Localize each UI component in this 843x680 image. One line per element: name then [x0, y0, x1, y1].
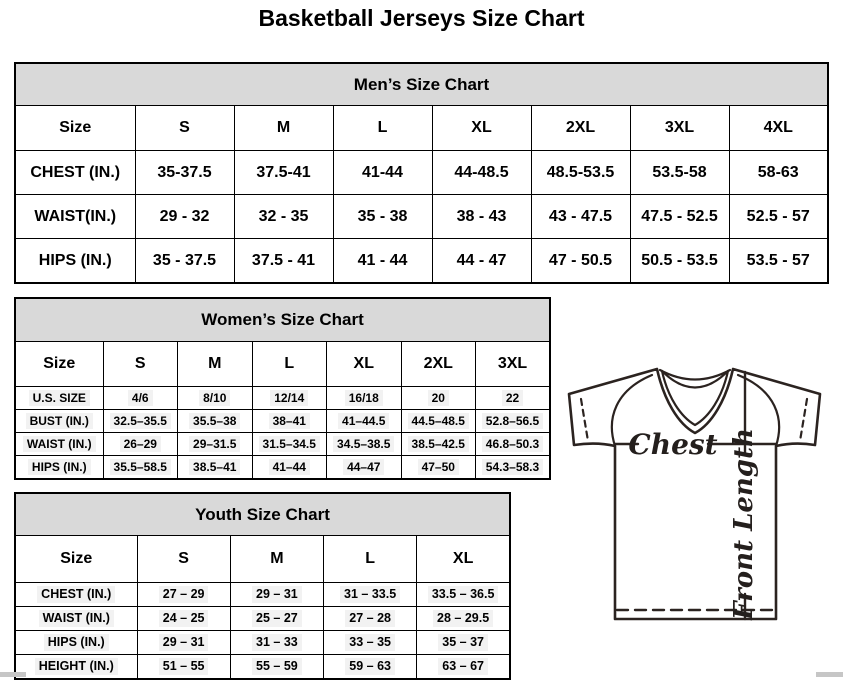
size-value-cell: 41-44 [333, 151, 432, 195]
size-column-header: Size [15, 536, 137, 583]
row-label: HIPS (IN.) [15, 239, 135, 284]
size-col-m: M [178, 342, 253, 387]
size-value: 24 – 25 [159, 610, 209, 627]
size-value-cell [417, 583, 510, 607]
size-column-header: Size [15, 342, 103, 387]
size-col-xl: XL [432, 106, 531, 151]
size-value: 55 – 59 [252, 658, 302, 675]
size-value-cell [324, 655, 417, 680]
size-value: 29 – 31 [159, 634, 209, 651]
size-value-cell [401, 387, 476, 410]
row-label [15, 410, 103, 433]
row-label-text: HIPS (IN.) [28, 459, 91, 475]
womens-table-header-row [15, 298, 550, 342]
size-value-cell [137, 583, 230, 607]
size-col-l: L [333, 106, 432, 151]
row-label-text: HEIGHT (IN.) [35, 658, 118, 675]
horizontal-scrollbar-fragment-left[interactable] [0, 672, 26, 677]
size-col-l: L [252, 342, 327, 387]
row-label [15, 631, 137, 655]
youth-hips-row [15, 631, 510, 655]
size-value: 44–47 [343, 459, 384, 475]
size-value-cell [324, 607, 417, 631]
womens-ussize-row [15, 387, 550, 410]
youth-chest-row [15, 583, 510, 607]
size-value-cell [476, 433, 551, 456]
womens-size-header-row [15, 342, 550, 387]
size-value-cell [417, 655, 510, 680]
size-col-xl: XL [417, 536, 510, 583]
size-col-m: M [234, 106, 333, 151]
size-value-cell [252, 387, 327, 410]
size-value-cell [417, 607, 510, 631]
size-value-cell: 35 - 38 [333, 195, 432, 239]
size-col-s: S [103, 342, 178, 387]
size-value-cell: 58-63 [729, 151, 828, 195]
mens-waist-row [15, 195, 828, 239]
row-label-text: WAIST (IN.) [23, 436, 96, 452]
womens-table-title: Women’s Size Chart [15, 298, 550, 342]
size-value: 63 – 67 [438, 658, 488, 675]
mens-table-header-row [15, 63, 828, 106]
size-value-cell [103, 456, 178, 480]
row-label [15, 433, 103, 456]
size-value: 26–29 [120, 436, 161, 452]
size-value: 4/6 [128, 390, 153, 406]
size-value-cell: 44-48.5 [432, 151, 531, 195]
size-value-cell [476, 456, 551, 480]
size-value-cell: 50.5 - 53.5 [630, 239, 729, 284]
row-label-text: WAIST (IN.) [39, 610, 114, 627]
size-col-xl: XL [327, 342, 402, 387]
size-value-cell [417, 631, 510, 655]
size-value-cell: 35 - 37.5 [135, 239, 234, 284]
size-value-cell [327, 433, 402, 456]
size-value-cell [324, 583, 417, 607]
row-label: WAIST(IN.) [15, 195, 135, 239]
size-value-cell [252, 433, 327, 456]
size-value: 46.8–50.3 [482, 436, 543, 452]
size-value-cell: 38 - 43 [432, 195, 531, 239]
row-label-text: BUST (IN.) [26, 413, 93, 429]
chest-label: Chest [628, 428, 718, 461]
size-value-cell [327, 387, 402, 410]
size-value-cell [327, 410, 402, 433]
size-value: 32.5–35.5 [110, 413, 171, 429]
size-value: 27 – 28 [345, 610, 395, 627]
size-value: 35 – 37 [438, 634, 488, 651]
size-col-2xl: 2XL [401, 342, 476, 387]
size-value-cell: 47.5 - 52.5 [630, 195, 729, 239]
front-length-label: Front Length [729, 428, 759, 620]
row-label [15, 607, 137, 631]
size-value: 35.5–58.5 [110, 459, 171, 475]
size-value: 54.3–58.3 [482, 459, 543, 475]
size-value-cell [401, 433, 476, 456]
size-col-m: M [230, 536, 323, 583]
size-value: 38.5–42.5 [408, 436, 469, 452]
size-col-3xl: 3XL [630, 106, 729, 151]
jersey-measurement-diagram [556, 362, 832, 628]
size-col-l: L [324, 536, 417, 583]
womens-hips-row [15, 456, 550, 480]
youth-table-title: Youth Size Chart [15, 493, 510, 536]
mens-hips-row [15, 239, 828, 284]
size-value: 29–31.5 [189, 436, 240, 452]
size-col-s: S [137, 536, 230, 583]
mens-table-title: Men’s Size Chart [15, 63, 828, 106]
size-value: 38.5–41 [189, 459, 240, 475]
size-value: 34.5–38.5 [333, 436, 394, 452]
size-value-cell: 37.5-41 [234, 151, 333, 195]
size-value-cell [178, 387, 253, 410]
size-value: 12/14 [270, 390, 308, 406]
size-value: 41–44 [269, 459, 310, 475]
size-value-cell: 52.5 - 57 [729, 195, 828, 239]
size-value: 59 – 63 [345, 658, 395, 675]
womens-waist-row [15, 433, 550, 456]
mens-chest-row [15, 151, 828, 195]
size-value: 52.8–56.5 [482, 413, 543, 429]
size-value-cell: 29 - 32 [135, 195, 234, 239]
size-value-cell [230, 655, 323, 680]
womens-bust-row [15, 410, 550, 433]
size-value: 20 [428, 390, 449, 406]
size-value: 29 – 31 [252, 586, 302, 603]
size-value-cell [230, 583, 323, 607]
youth-waist-row [15, 607, 510, 631]
size-col-s: S [135, 106, 234, 151]
size-column-header: Size [15, 106, 135, 151]
size-value: 51 – 55 [159, 658, 209, 675]
size-value-cell: 32 - 35 [234, 195, 333, 239]
size-value-cell: 53.5-58 [630, 151, 729, 195]
size-value: 22 [502, 390, 523, 406]
size-value-cell [401, 456, 476, 480]
size-value-cell [178, 410, 253, 433]
size-value-cell: 53.5 - 57 [729, 239, 828, 284]
size-value: 35.5–38 [189, 413, 240, 429]
size-value-cell: 35-37.5 [135, 151, 234, 195]
size-col-4xl: 4XL [729, 106, 828, 151]
row-label [15, 387, 103, 410]
size-value-cell [476, 410, 551, 433]
size-col-2xl: 2XL [531, 106, 630, 151]
size-value: 31 – 33.5 [340, 586, 400, 603]
size-value: 28 – 29.5 [433, 610, 493, 627]
youth-size-table [14, 492, 511, 680]
size-value-cell [103, 410, 178, 433]
size-value: 33 – 35 [345, 634, 395, 651]
size-value-cell [252, 410, 327, 433]
size-value: 38–41 [269, 413, 310, 429]
mens-size-header-row [15, 106, 828, 151]
size-value: 44.5–48.5 [408, 413, 469, 429]
size-value-cell [103, 387, 178, 410]
size-value-cell [327, 456, 402, 480]
size-value-cell [401, 410, 476, 433]
row-label-text: HIPS (IN.) [44, 634, 109, 651]
youth-size-header-row [15, 536, 510, 583]
size-value-cell [178, 456, 253, 480]
row-label [15, 583, 137, 607]
row-label-text: CHEST (IN.) [37, 586, 115, 603]
size-value-cell [252, 456, 327, 480]
size-value-cell [137, 631, 230, 655]
youth-height-row [15, 655, 510, 680]
size-value-cell [137, 655, 230, 680]
size-value: 27 – 29 [159, 586, 209, 603]
size-value: 47–50 [418, 459, 459, 475]
row-label [15, 456, 103, 480]
size-value: 25 – 27 [252, 610, 302, 627]
size-value-cell: 48.5-53.5 [531, 151, 630, 195]
size-value: 31.5–34.5 [259, 436, 320, 452]
womens-size-table [14, 297, 551, 480]
size-value: 33.5 – 36.5 [428, 586, 499, 603]
horizontal-scrollbar-fragment-right[interactable] [816, 672, 843, 677]
size-value: 31 – 33 [252, 634, 302, 651]
size-value-cell: 41 - 44 [333, 239, 432, 284]
size-value-cell [103, 433, 178, 456]
size-value-cell [178, 433, 253, 456]
size-value: 8/10 [199, 390, 230, 406]
size-value-cell [230, 631, 323, 655]
row-label [15, 655, 137, 680]
jersey-outline [569, 369, 820, 619]
size-value-cell: 44 - 47 [432, 239, 531, 284]
size-value-cell: 47 - 50.5 [531, 239, 630, 284]
mens-size-table [14, 62, 829, 284]
row-label: CHEST (IN.) [15, 151, 135, 195]
size-value-cell [476, 387, 551, 410]
size-value: 16/18 [345, 390, 383, 406]
size-value-cell [324, 631, 417, 655]
row-label-text: U.S. SIZE [29, 390, 90, 406]
size-value-cell [230, 607, 323, 631]
size-value-cell: 37.5 - 41 [234, 239, 333, 284]
size-value-cell: 43 - 47.5 [531, 195, 630, 239]
page-title: Basketball Jerseys Size Chart [258, 5, 585, 31]
size-value: 41–44.5 [338, 413, 389, 429]
size-col-3xl: 3XL [476, 342, 551, 387]
size-value-cell [137, 607, 230, 631]
youth-table-header-row [15, 493, 510, 536]
